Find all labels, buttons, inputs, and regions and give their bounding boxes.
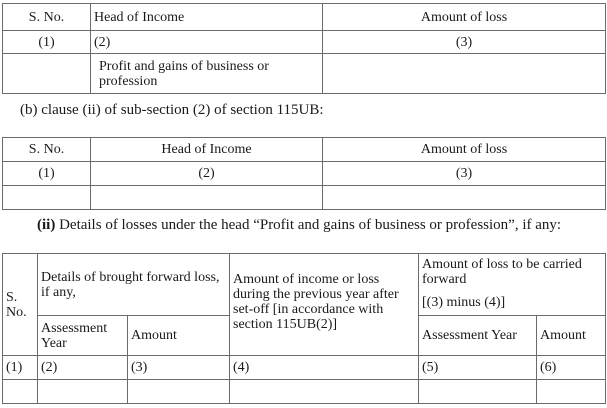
- header-amount-of-loss: Amount of loss: [323, 4, 606, 31]
- col-number-2: (2): [91, 31, 323, 54]
- col-number-3: (3): [323, 31, 606, 54]
- header-sno: S. No.: [3, 254, 38, 356]
- header-sno: S. No.: [3, 138, 91, 162]
- empty-cell: [323, 54, 606, 94]
- empty-cell: [3, 380, 38, 404]
- empty-cell: [3, 54, 91, 94]
- col-number-2: (2): [91, 162, 323, 186]
- header-assessment-year: Assessment Year: [38, 316, 128, 356]
- header-carried-forward: [419, 254, 606, 316]
- carried-forward-label: Amount of loss to be carried forward: [422, 257, 582, 287]
- header-head-of-income: Head of Income: [91, 4, 323, 31]
- losses-details-table: [2, 253, 606, 404]
- col-number-5: (5): [419, 356, 537, 380]
- loss-table-a: [2, 3, 606, 94]
- col-number-1: (1): [3, 356, 38, 380]
- header-amount-of-loss: Amount of loss: [323, 138, 606, 162]
- col-number-2: (2): [38, 356, 128, 380]
- col-number-3: (3): [323, 162, 606, 186]
- header-sno: S. No.: [3, 4, 91, 31]
- header-head-of-income: Head of Income: [91, 138, 323, 162]
- empty-cell: [3, 186, 91, 210]
- loss-table-b: [2, 137, 606, 210]
- header-income-or-loss: Amount of income or loss during the previous year after set-off [in accordance with section 115UB(2)]: [230, 254, 419, 356]
- empty-cell: [38, 380, 128, 404]
- empty-cell: [91, 186, 323, 210]
- header-brought-forward: Details of brought forward loss, if any,: [38, 254, 230, 316]
- empty-cell: [128, 380, 230, 404]
- col-number-6: (6): [537, 356, 606, 380]
- col-number-4: (4): [230, 356, 419, 380]
- empty-cell: [230, 380, 419, 404]
- header-amount-2: Amount: [537, 316, 606, 356]
- empty-cell: [537, 380, 606, 404]
- caption-number: (ii): [37, 217, 56, 233]
- empty-cell: [419, 380, 537, 404]
- header-amount: Amount: [128, 316, 230, 356]
- empty-cell: [323, 186, 606, 210]
- carried-forward-formula: [(3) minus (4)]: [422, 295, 506, 310]
- header-assessment-year-2: Assessment Year: [419, 316, 537, 356]
- col-number-1: (1): [3, 31, 91, 54]
- income-head-cell: Profit and gains of business or profession: [91, 54, 323, 94]
- col-number-3: (3): [128, 356, 230, 380]
- caption-clause-b: (b) clause (ii) of sub-section (2) of section 115UB:: [20, 102, 324, 118]
- caption-text: Details of losses under the head “Profit and gains of business or profession”, if any:: [55, 217, 562, 233]
- caption-details: [37, 217, 561, 234]
- col-number-1: (1): [3, 162, 91, 186]
